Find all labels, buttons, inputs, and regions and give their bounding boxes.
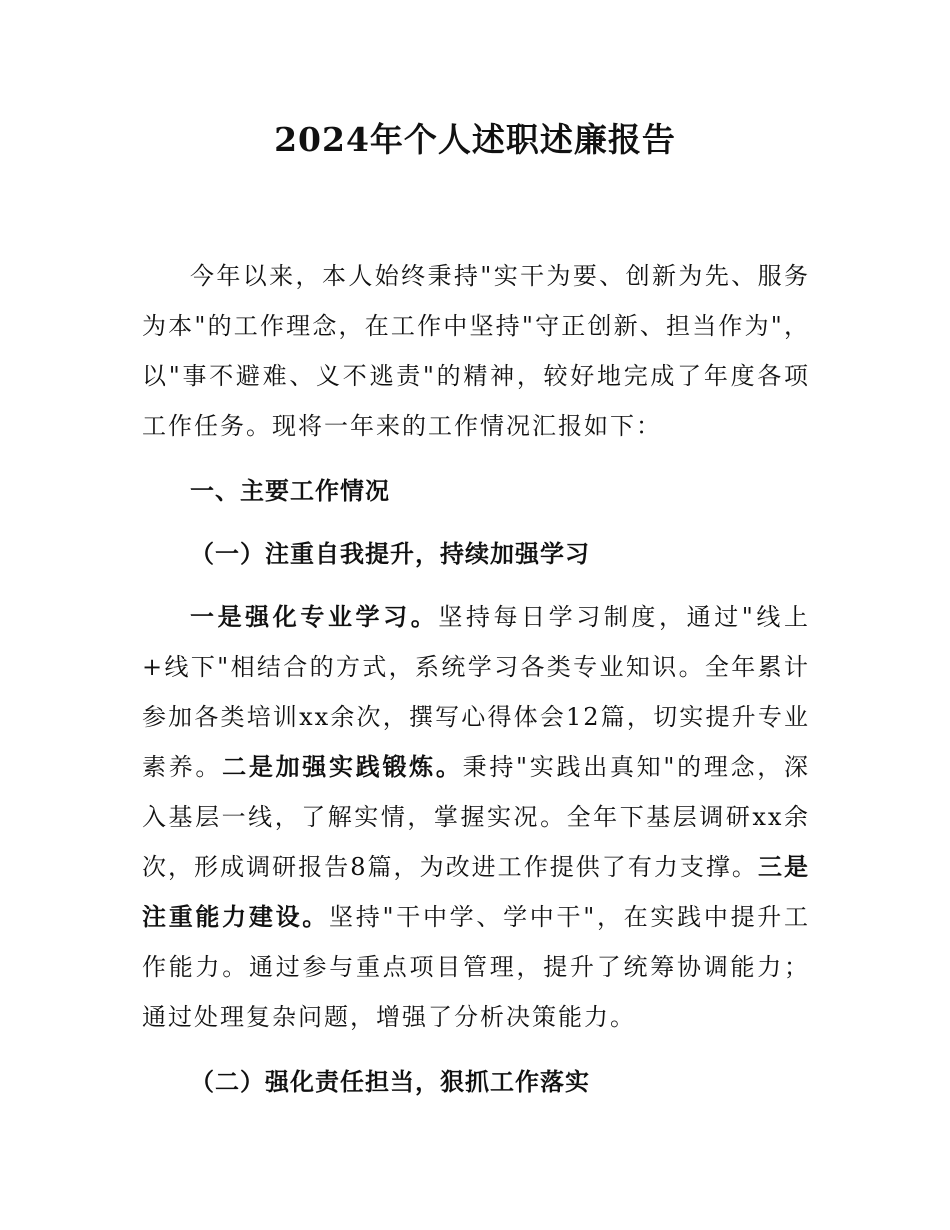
lead-phrase-capability: 三是注重能力建设。 [142,853,810,931]
lead-phrase-practice: 二是加强实践锻炼。 [222,753,463,781]
paragraph-text-professional-study: 坚持每日学习制度，通过"线上+线下"相结合的方式，系统学习各类专业知识。全年累计参加各类培训xx余次，撰写心得体会12篇，切实提升专业素养。 [142,603,811,781]
section-heading-main-work: 一、主要工作情况 [190,477,390,505]
document-title: 2024年个人述职述廉报告 [274,120,676,159]
intro-paragraph: 今年以来，本人始终秉持"实干为要、创新为先、服务为本"的工作理念，在工作中坚持"守正创新、担当作为"，以"事不避难、义不逃责"的精神，较好地完成了年度各项工作任务。现将一年来的工作情况汇报如下： [142,262,810,440]
subsection-heading-responsibility: （二）强化责任担当，狠抓工作落实 [190,1068,590,1096]
lead-phrase-professional-study: 一是强化专业学习。 [190,603,439,631]
subsection-heading-self-improvement: （一）注重自我提升，持续加强学习 [190,540,590,568]
study-paragraph [142,592,810,1042]
paragraph-text-practice: 秉持"实践出真知"的理念，深入基层一线，了解实情，掌握实况。全年下基层调研xx余次，形成调研报告8篇，为改进工作提供了有力支撑。 [142,753,811,881]
paragraph-text-capability: 坚持"干中学、学中干"，在实践中提升工作能力。通过参与重点项目管理，提升了统筹协调能力；通过处理复杂问题，增强了分析决策能力。 [142,903,811,1031]
